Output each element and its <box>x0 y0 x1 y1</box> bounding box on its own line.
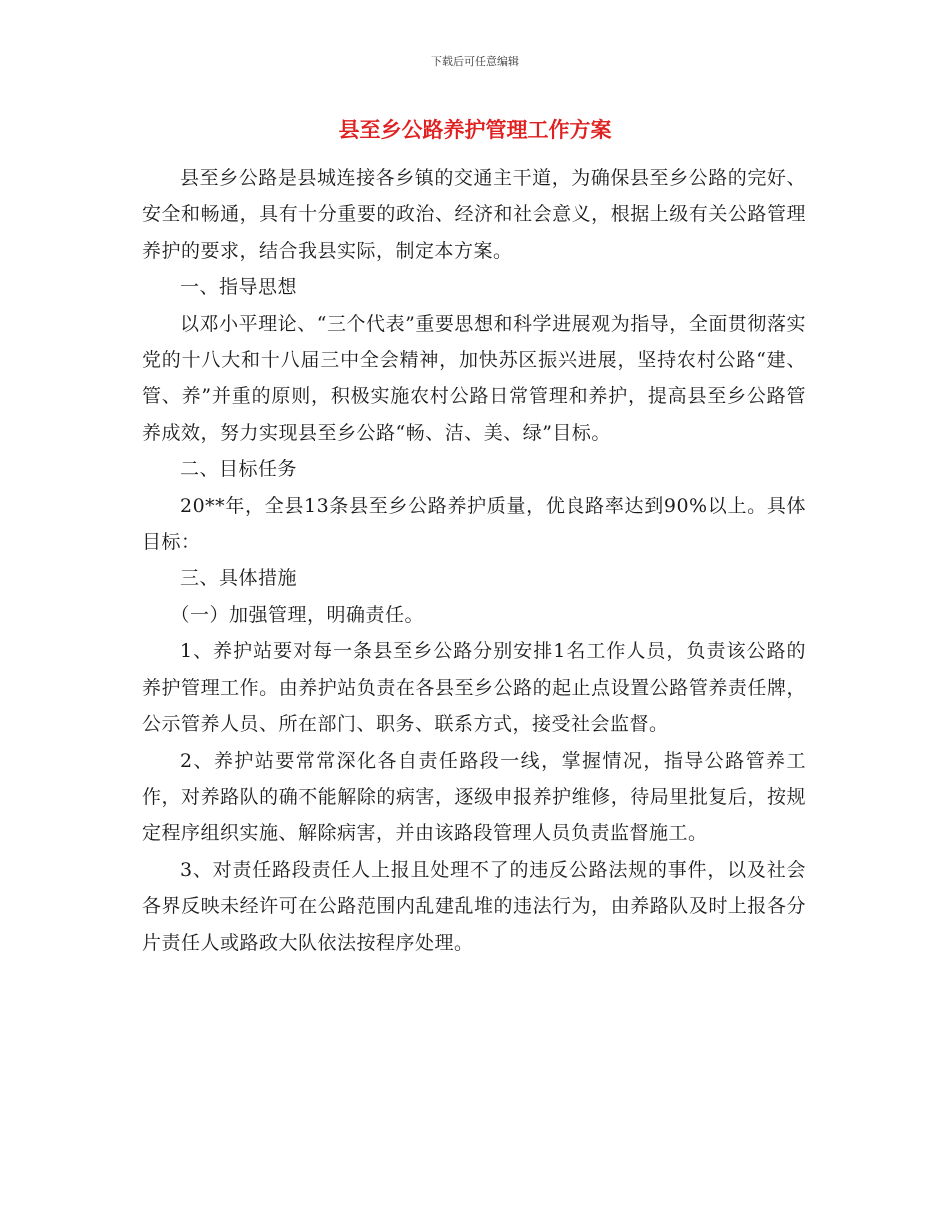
document-title: 县至乡公路养护管理工作方案 <box>338 118 612 142</box>
paragraph-guiding-thought: 以邓小平理论、“三个代表”重要思想和科学进展观为指导，全面贯彻落实党的十八大和十八届三中全会精神，加快苏区振兴进展，坚持农村公路“建、管、养”并重的原则，积极实施农村公路日常管理和养护，提高县至乡公路管养成效，努力实现县至乡公路“畅、洁、美、绿”目标。 <box>142 312 806 444</box>
section-heading-guiding-thought: 一、指导思想 <box>180 276 298 299</box>
section-heading-targets: 二、目标任务 <box>180 458 298 481</box>
paragraph-measure-2: 2、养护站要常常深化各自责任路段一线，掌握情况，指导公路管养工作，对养路队的确不能解除的病害，逐级申报养护维修，待局里批复后，按规定程序组织实施、解除病害，并由该路段管理人员负责监督施工。 <box>142 749 806 845</box>
paragraph-intro: 县至乡公路是县城连接各乡镇的交通主干道，为确保县至乡公路的完好、安全和畅通，具有十分重要的政治、经济和社会意义，根据上级有关公路管理养护的要求，结合我县实际，制定本方案。 <box>142 167 806 262</box>
paragraph-measure-3: 3、对责任路段责任人上报且处理不了的违反公路法规的事件，以及社会各界反映未经许可在公路范围内乱建乱堆的违法行为，由养路队及时上报各分片责任人或路政大队依法按程序处理。 <box>142 858 806 954</box>
page-header-note: 下载后可任意编辑 <box>431 55 519 68</box>
document-body <box>142 160 806 961</box>
paragraph-measure-1: 1、养护站要对每一条县至乡公路分别安排1名工作人员，负责该公路的养护管理工作。由养护站负责在各县至乡公路的起止点设置公路管养责任牌，公示管养人员、所在部门、职务、联系方式，接受社会监督。 <box>142 640 806 736</box>
paragraph-targets: 20**年，全县13条县至乡公路养护质量，优良路率达到90%以上。具体目标： <box>142 494 806 554</box>
section-heading-measures: 三、具体措施 <box>180 567 298 590</box>
subheading-management: （一）加强管理，明确责任。 <box>170 603 425 626</box>
